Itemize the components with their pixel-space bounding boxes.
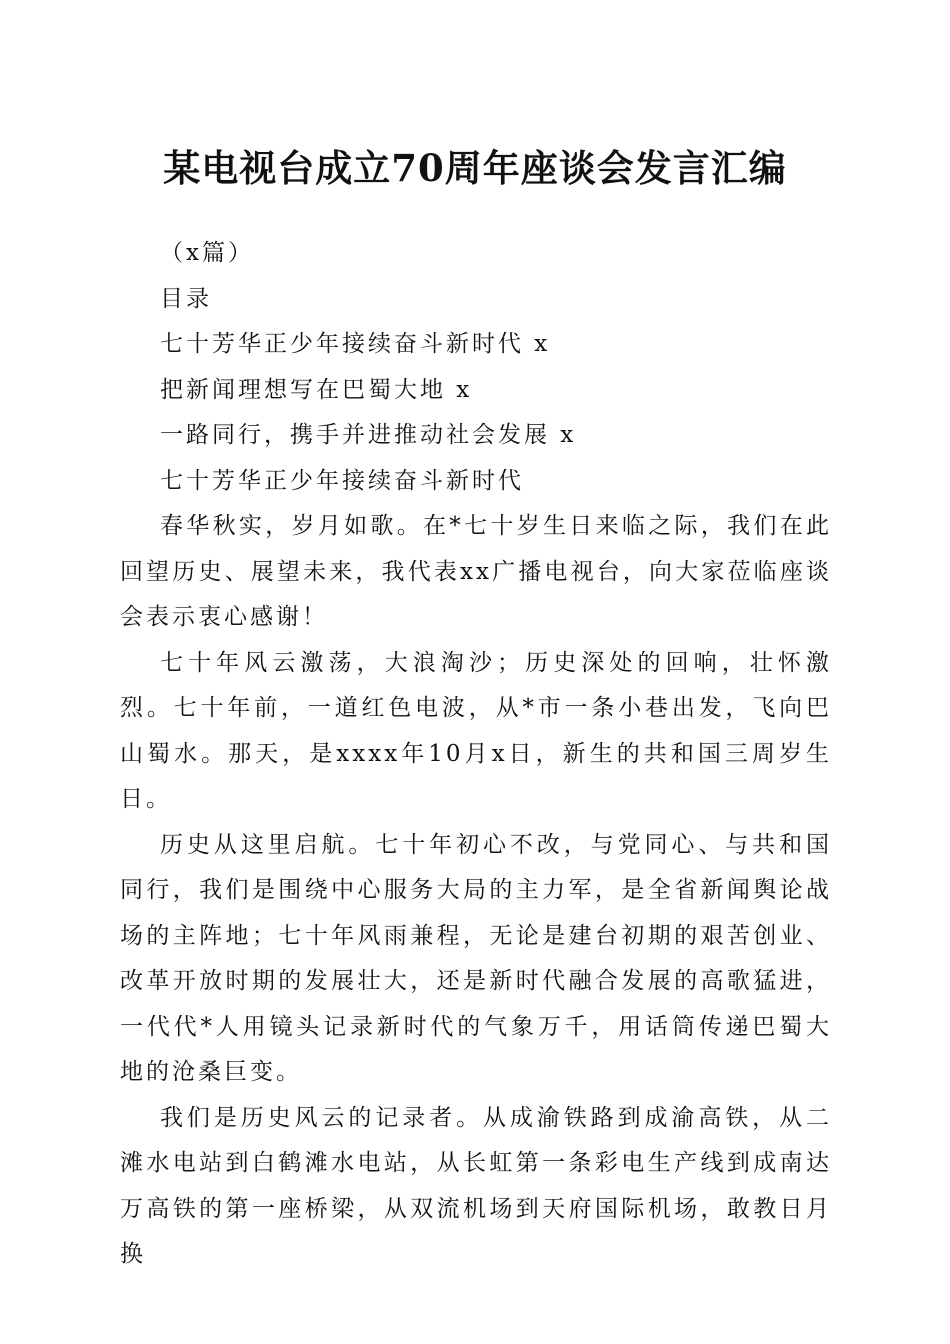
body-paragraph: 春华秋实，岁月如歌。在*七十岁生日来临之际，我们在此回望历史、展望未来，我代表xx广播电视台，向大家莅临座谈会表示衷心感谢！	[120, 513, 832, 630]
toc-heading: 目录	[160, 285, 212, 312]
toc-item: 七十芳华正少年接续奋斗新时代 x	[160, 331, 551, 357]
section-heading: 七十芳华正少年接续奋斗新时代	[160, 467, 524, 494]
document-body	[120, 231, 832, 1278]
document-subtitle: （x篇）	[160, 240, 254, 266]
body-paragraph: 七十年风云激荡，大浪淘沙；历史深处的回响，壮怀激烈。七十年前，一道红色电波，从*市一条小巷出发，飞向巴山蜀水。那天，是xxxx年10月x日，新生的共和国三周岁生日。	[120, 649, 832, 812]
body-paragraph: 我们是历史风云的记录者。从成渝铁路到成渝高铁，从二滩水电站到白鹤滩水电站，从长虹第一条彩电生产线到成南达万高铁的第一座桥梁，从双流机场到天府国际机场，敢教日月换	[120, 1104, 832, 1267]
document-title: 某电视台成立70周年座谈会发言汇编	[163, 146, 787, 190]
toc-item: 把新闻理想写在巴蜀大地 x	[160, 376, 473, 403]
toc-item: 一路同行，携手并进推动社会发展 x	[160, 422, 577, 448]
body-paragraph: 历史从这里启航。七十年初心不改，与党同心、与共和国同行，我们是围绕中心服务大局的主力军，是全省新闻舆论战场的主阵地；七十年风雨兼程，无论是建台初期的艰苦创业、改革开放时期的发展壮大，还是新时代融合发展的高歌猛进，一代代*人用镜头记录新时代的气象万千，用话筒传递巴蜀大地的沧桑巨变。	[120, 831, 832, 1085]
